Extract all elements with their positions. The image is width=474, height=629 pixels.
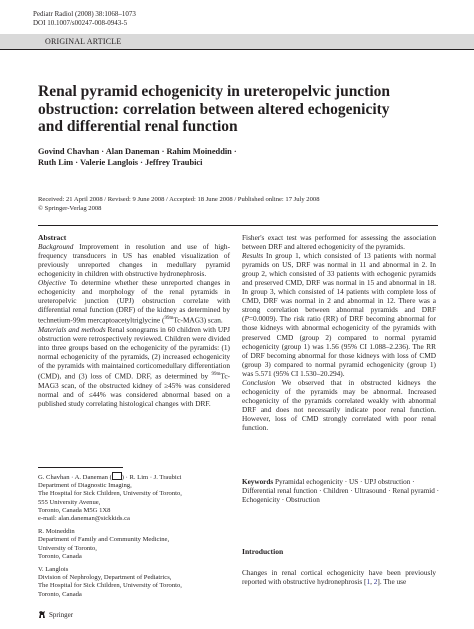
abstract-background	[38, 242, 230, 278]
keywords-label: Keywords	[242, 478, 274, 486]
affiliation-author: V. Langlois	[38, 566, 69, 574]
article-type-label: ORIGINAL ARTICLE	[45, 37, 122, 46]
objective-label: Objective	[38, 278, 66, 288]
abstract-methods	[38, 325, 230, 408]
dates-line: Received: 21 April 2008 / Revised: 9 June 2008 / Accepted: 18 June 2008 / Published online: 17 July 2008	[38, 196, 320, 203]
affiliation-author: R. Moineddin	[38, 528, 75, 536]
affiliation-3	[38, 566, 233, 599]
publisher-name: Springer	[49, 610, 74, 619]
isotope-superscript: 99m	[164, 316, 174, 322]
author-list	[38, 146, 418, 168]
envelope-icon	[112, 472, 122, 480]
doi: DOI 10.1007/s00247-008-0943-5	[33, 19, 128, 27]
title-line: and differential renal function	[38, 118, 238, 135]
abstract-left-column	[38, 233, 230, 408]
affiliation-city: Toronto, Canada	[38, 552, 82, 560]
footnote-rule	[38, 467, 123, 468]
banner-rule	[0, 49, 474, 50]
copyright-line: © Springer-Verlag 2008	[38, 204, 102, 212]
results-text-end: =0.0009). The risk ratio (RR) of DRF becoming abnormal for those kidneys with abnormal echogenicity of the pyramids with preserved CMD (group 2) compared to normal pyramid echogenicity (group 1) was 1.56 (95% CI 1.088–2.236). The RR of DRF becoming abnormal for those kidneys with loss of CMD (group 3) compared to normal pyramid echogenicity (group 1) was 5.571 (95% CI 1.530–20.294).	[242, 314, 436, 378]
affiliation-institution: University of Toronto,	[38, 544, 97, 552]
author-line: Govind Chavhan · Alan Daneman · Rahim Moineddin ·	[38, 147, 237, 156]
author-line: Ruth Lim · Valerie Langlois · Jeffrey Traubici	[38, 158, 203, 167]
abstract-conclusion	[242, 378, 436, 432]
corresponding-email[interactable]: e-mail: alan.daneman@sickkids.ca	[38, 515, 130, 523]
introduction-heading: Introduction	[242, 547, 284, 556]
methods-label: Materials and methods	[38, 324, 106, 334]
affiliation-dept: Department of Diagnostic Imaging,	[38, 482, 132, 490]
title-line: Renal pyramid echogenicity in ureteropelvic junction	[38, 83, 391, 100]
conclusion-label: Conclusion	[242, 377, 276, 387]
objective-text-end: Tc-MAG3) scan.	[173, 315, 223, 325]
background-label: Background	[38, 242, 74, 252]
affiliation-address: 555 University Avenue,	[38, 498, 101, 506]
abstract-right-column	[242, 233, 436, 432]
affiliation-dept: Division of Nephrology, Department of Pediatrics,	[38, 574, 172, 582]
affiliation-institution: The Hospital for Sick Children, University of Toronto,	[38, 582, 182, 590]
article-type-banner	[0, 34, 474, 49]
results-label: Results	[242, 251, 264, 261]
abstract-fisher-test: Fisher's exact test was performed for assessing the association between DRF and altered echogenicity of the pyramids.	[242, 233, 436, 252]
citation-link[interactable]: 1	[366, 577, 371, 587]
affiliation-institution: The Hospital for Sick Children, University of Toronto,	[38, 490, 182, 498]
abstract-heading: Abstract	[38, 233, 67, 242]
intro-text: Changes in renal cortical echogenicity have been previously reported with obstructive hydronephrosis [	[242, 568, 436, 587]
affiliation-dept: Department of Family and Community Medicine,	[38, 536, 170, 544]
abstract-results	[242, 251, 436, 378]
springer-horse-icon	[38, 610, 46, 619]
affiliation-2	[38, 528, 233, 561]
affiliation-city: Toronto, Canada	[38, 590, 82, 598]
title-line: obstruction: correlation between altered echogenicity	[38, 100, 390, 118]
conclusion-text: We observed that in obstructed kidneys the echogenicity of the pyramids may be abnormal. Increased echogenicity of the pyramids correlated weakly with abnormal DRF and does not necessarily indicate poor renal function. However, loss of CMD strongly correlated with poor renal function.	[242, 377, 436, 432]
affiliations	[38, 471, 233, 604]
results-text: In group 1, which consisted of 13 patients with normal pyramids on US, DRF was normal in 11 and abnormal in 2. In group 2, which consisted of 33 patients with echogenic pyramids and preserved CMD, DRF was normal in 15 and abnormal in 18. In group 3, which consisted of 14 patients with complete loss of CMD, DRF was normal in 2 and abnormal in 12. There was a strong correlation between abnormal pyramids and DRF (	[242, 251, 436, 324]
article-title	[38, 83, 458, 136]
affiliation-1	[38, 471, 233, 523]
keywords	[242, 478, 442, 505]
p-value-symbol: P	[244, 314, 249, 324]
objective-text: To determine whether these unreported changes in echogenicity and morphology of the renal pyramids in ureteropelvic junction (UPJ) obstruction correlate with differential renal function (DRF) of the kidney as determined by technetium-99m mercaptoacetyltriglycine (	[38, 278, 230, 325]
background-text: Improvement in resolution and use of high-frequency transducers in US has enabled visualization of previously unreported changes in medullary pyramid echogenicity in children with obstructive hydronephrosis.	[38, 242, 230, 279]
affiliation-authors-end: ) · R. Lim · J. Traubici	[121, 474, 182, 481]
methods-text-end: Tc-MAG3 scan, of the obstructed kidney of ≥45% was considered normal and of ≤44% was considered abnormal based on a published study correlating histological changes with DRF.	[38, 371, 230, 408]
affiliation-city: Toronto, Canada M5G 1X8	[38, 506, 111, 514]
journal-citation: Pediatr Radiol (2008) 38:1068–1073	[33, 10, 136, 18]
affiliation-authors: G. Chavhan · A. Daneman (	[38, 474, 112, 481]
introduction-text	[242, 568, 436, 586]
publication-dates	[38, 196, 458, 213]
citation-link[interactable]: 2	[373, 577, 378, 587]
intro-text-end: ]. The use	[377, 577, 407, 587]
section-divider	[38, 225, 438, 226]
isotope-superscript: 99m	[211, 372, 221, 378]
keywords-text: Pyramidal echogenicity · US · UPJ obstruction · Differential renal function · Children · Ultrasound · Renal pyramid · Echogenicity · Obstruction	[242, 478, 440, 504]
citation-separator: ,	[370, 577, 374, 587]
abstract-objective	[38, 278, 230, 325]
methods-text: Renal sonograms in 60 children with UPJ obstruction were retrospectively reviewed. Children were divided into three groups based on the echogenicity of the pyramids: (1) normal echogenicity of the pyramids, (2) increased echogenicity of the pyramids with maintained corticomedullary differentiation (CMD), and (3) loss of CMD. DRF, as determined by	[38, 324, 230, 381]
publisher-footer	[38, 610, 73, 619]
